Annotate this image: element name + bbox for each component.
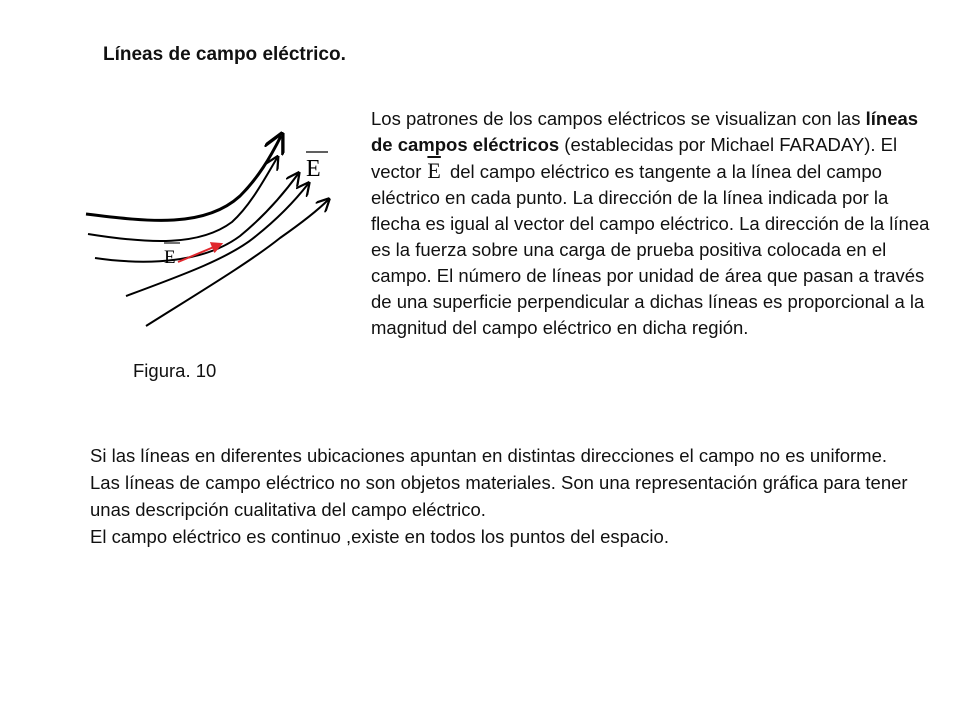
- slide-title: Líneas de campo eléctrico.: [103, 44, 346, 65]
- label-top-e: E: [306, 156, 321, 182]
- bottom-line-2: Las líneas de campo eléctrico no son objetos materiales. Son una representación gráfica para tener unas descripción cualitativa del campo eléctrico.: [90, 472, 908, 520]
- paragraph-part-2: (establecidas por Michael FARADAY). El vector: [371, 134, 898, 182]
- main-paragraph: [371, 106, 931, 341]
- field-vector-arrow: [178, 244, 221, 262]
- bottom-text: [90, 442, 940, 550]
- bottom-line-1: Si las líneas en diferentes ubicaciones apuntan en distintas direcciones el campo no es uniforme.: [90, 445, 887, 466]
- bottom-line-3: El campo eléctrico es continuo ,existe en todos los puntos del espacio.: [90, 526, 669, 547]
- paragraph-part-1: Los patrones de los campos eléctricos se visualizan con las: [371, 108, 866, 129]
- paragraph-bold-term: líneas de campos eléctricos: [371, 108, 919, 155]
- field-line-1: [86, 136, 281, 220]
- label-vector-e: E: [164, 247, 176, 268]
- vector-e-symbol: $\overline{E}$: [427, 158, 441, 183]
- paragraph-part-3: del campo eléctrico es tangente a la línea del campo eléctrico en cada punto. La dirección de la línea indicada por la flecha es igual al vector del campo eléctrico. La dirección de la línea es la fuerza sobre una carga de prueba positiva colocada en el campo. El número de líneas por unidad de área que pasan a través de una superficie perpendicular a dichas líneas es proporcional a la magnitud del campo eléctrico en dicha región.: [371, 161, 930, 338]
- figure-caption: Figura. 10: [133, 360, 217, 381]
